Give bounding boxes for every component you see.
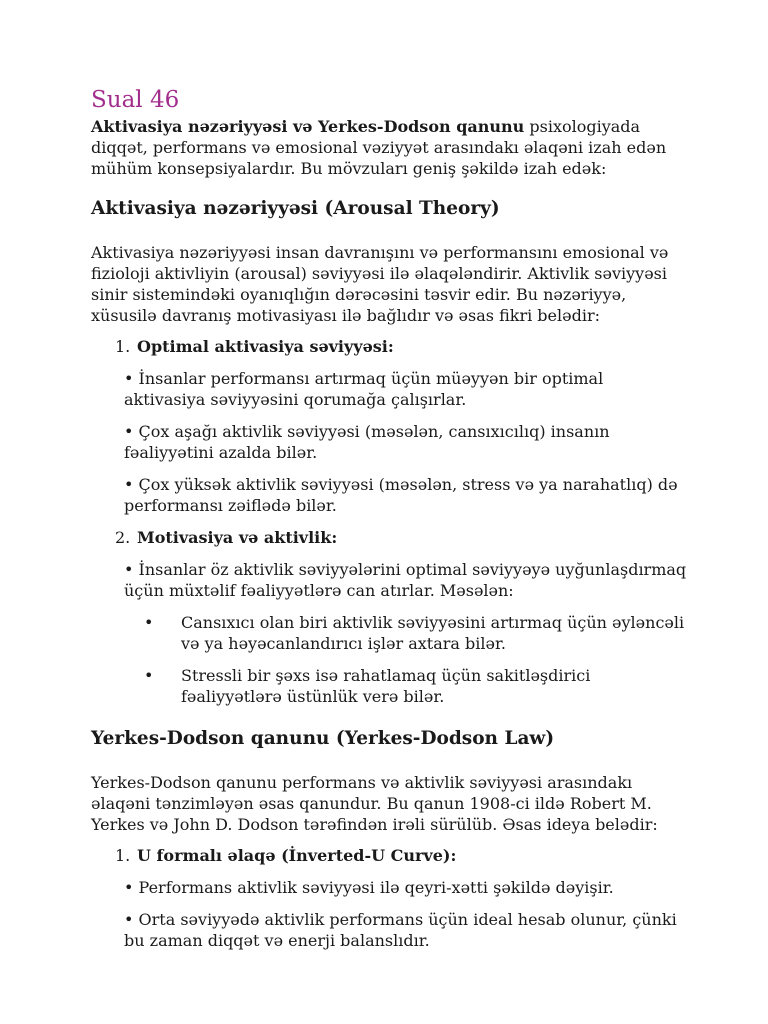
item-number: 1. — [115, 337, 131, 356]
section-heading-yerkes-dodson: Yerkes-Dodson qanunu (Yerkes-Dodson Law) — [91, 728, 555, 749]
numbered-item — [115, 336, 688, 357]
item-label: U formalı əlaqə (İnverted-U Curve): — [137, 846, 457, 865]
section-paragraph: Yerkes-Dodson qanunu performans və aktivlik səviyyəsi arasındakı əlaqəni tənzimləyən əsas qanundur. Bu qanun 1908-ci ildə Robert M. Yerkes və John D. Dodson tərəfindən irəli sürülüb. Əsas ideya belədir: — [91, 773, 658, 834]
item-label: Optimal aktivasiya səviyyəsi: — [137, 337, 394, 356]
document-title: Sual 46 — [91, 87, 180, 113]
bullet-paragraph: • Orta səviyyədə aktivlik performans üçün ideal hesab olunur, çünki bu zaman diqqət və enerji balanslıdır. — [124, 910, 677, 950]
numbered-item — [115, 845, 688, 866]
item-label: Motivasiya və aktivlik: — [137, 528, 338, 547]
bullet-paragraph: • İnsanlar öz aktivlik səviyyələrini optimal səviyyəyə uyğunlaşdırmaq üçün müxtəlif fəaliyyətlərə can atırlar. Məsələn: — [124, 560, 687, 600]
bullet-paragraph: • İnsanlar performansı artırmaq üçün müəyyən bir optimal aktivasiya səviyyəsini qorumağa çalışırlar. — [124, 369, 604, 409]
intro-text: psixologiyada diqqət, performans və emosional vəziyyət arasındakı əlaqəni izah edən mühüm konsepsiyalardır. Bu mövzuları geniş şəkildə izah edək: — [91, 117, 667, 178]
bullet-mark: • — [144, 613, 154, 632]
bullet-mark: • — [144, 666, 154, 685]
numbered-item — [115, 527, 688, 548]
section-paragraph: Aktivasiya nəzəriyyəsi insan davranışını və performansını emosional və fizioloji aktivliyin (arousal) səviyyəsi ilə əlaqələndirir. Aktivlik səviyyəsi sinir sistemindəki oyanıqlığın dərəcəsini təsvir edir. Bu nəzəriyyə, xüsusilə davranış motivasiyası ilə bağlıdır və əsas fikri belədir: — [91, 243, 669, 325]
section-heading-arousal: Aktivasiya nəzəriyyəsi (Arousal Theory) — [91, 198, 500, 219]
bullet-paragraph: • Çox yüksək aktivlik səviyyəsi (məsələn, stress və ya narahatlıq) də performansı zəiflədə bilər. — [124, 475, 678, 515]
bullet-paragraph: • Çox aşağı aktivlik səviyyəsi (məsələn, cansıxıcılıq) insanın fəaliyyətini azalda bilər. — [124, 422, 610, 462]
sub-bullet-text: Cansıxıcı olan biri aktivlik səviyyəsini artırmaq üçün əyləncəli və ya həyəcanlandırıcı işlər axtara bilər. — [181, 613, 685, 653]
sub-bullet-item — [144, 665, 688, 707]
sub-bullet-item — [144, 612, 688, 654]
item-number: 2. — [115, 528, 131, 547]
bullet-paragraph: • Performans aktivlik səviyyəsi ilə qeyri-xətti şəkildə dəyişir. — [124, 878, 614, 897]
intro-bold-terms: Aktivasiya nəzəriyyəsi və Yerkes-Dodson qanunu — [91, 117, 525, 136]
item-number: 1. — [115, 846, 131, 865]
intro-paragraph — [91, 116, 688, 179]
sub-bullet-text: Stressli bir şəxs isə rahatlamaq üçün sakitləşdirici fəaliyyətlərə üstünlük verə bilər. — [181, 666, 591, 706]
